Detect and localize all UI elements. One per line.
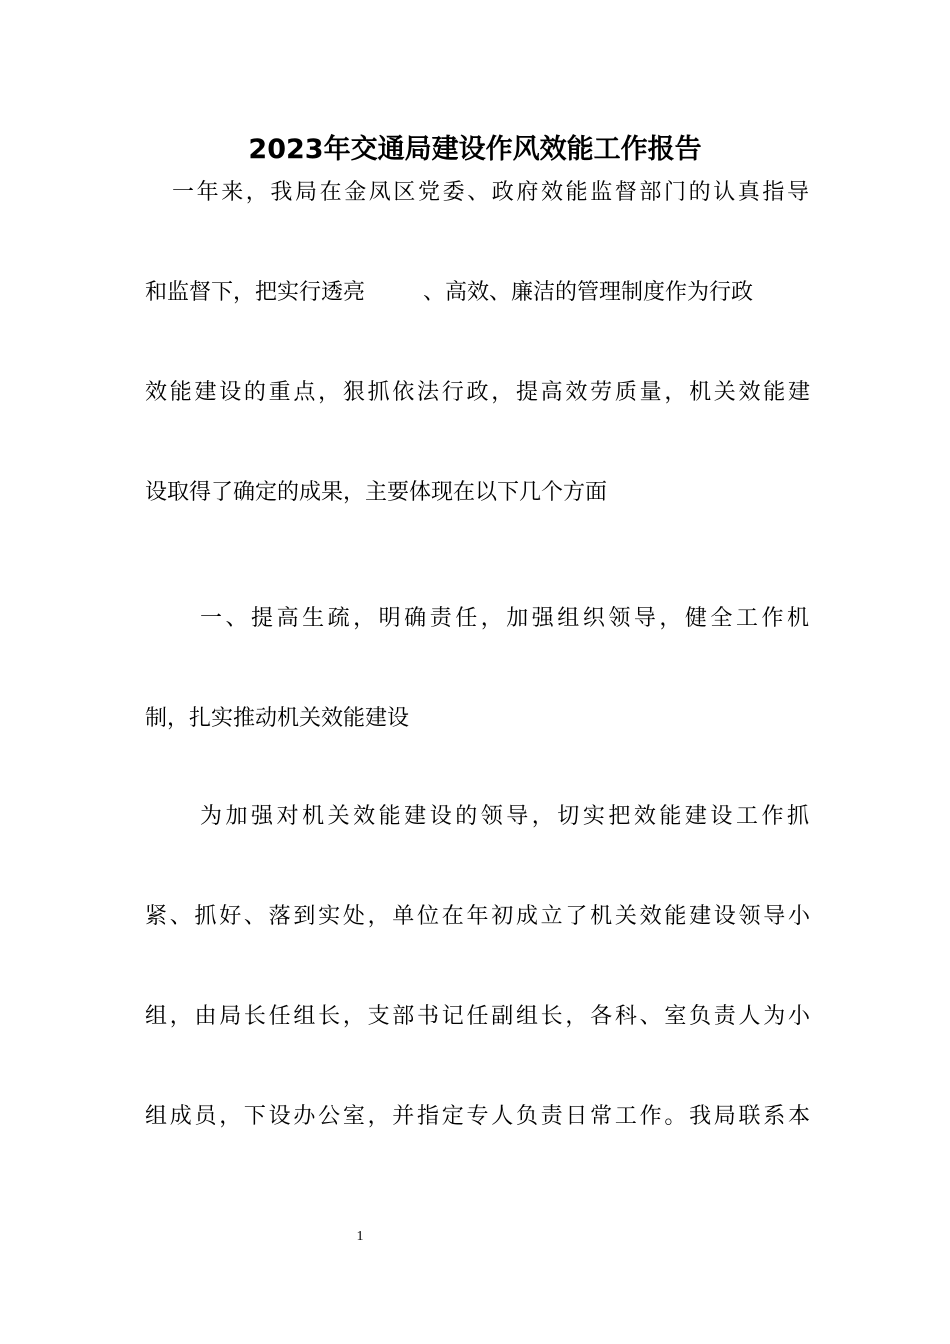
section-heading-line: 制，扎实推动机关效能建设 [145,706,410,731]
paragraph-line: 组，由局长任组长，支部书记任副组长，各科、室负责人为小 [145,1004,810,1029]
paragraph-line: 效能建设的重点，狠抓依法行政，提高效劳质量，机关效能建 [145,380,810,405]
text-segment: 和监督下，把实行透亮 [145,280,366,305]
paragraph-line: 一年来，我局在金凤区党委、政府效能监督部门的认真指导 [172,180,809,205]
paragraph-line: 为加强对机关效能建设的领导，切实把效能建设工作抓 [200,804,809,829]
paragraph-line [145,276,810,310]
paragraph-line: 设取得了确定的成果，主要体现在以下几个方面 [145,480,608,505]
paragraph-line: 紧、抓好、落到实处，单位在年初成立了机关效能建设领导小 [145,904,810,929]
paragraph-line: 组成员，下设办公室，并指定专人负责日常工作。我局联系本 [145,1104,810,1129]
section-heading-line: 一、提高生疏，明确责任，加强组织领导，健全工作机 [200,606,809,631]
page-number: 1 [356,1229,364,1244]
text-segment: 、高效、廉洁的管理制度作为行政 [423,280,754,305]
document-title: 2023年交通局建设作风效能工作报告 [248,134,702,165]
